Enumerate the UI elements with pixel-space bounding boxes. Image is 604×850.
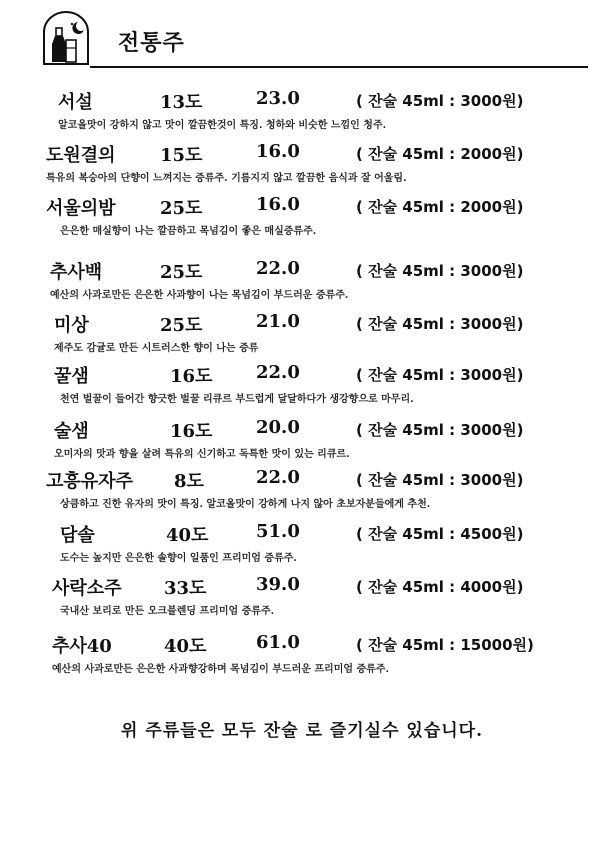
item-name: 미상 <box>54 315 89 336</box>
item-abv: 16도 <box>170 421 213 442</box>
item-glass-price: ( 잔술 45ml : 3000원) <box>356 471 524 489</box>
item-name: 고흥유자주 <box>46 471 133 492</box>
item-description: 상큼하고 진한 유자의 맛이 특징. 알코올맛이 강하게 나지 않아 초보자분들에게 추천. <box>60 499 431 510</box>
menu-item <box>0 258 604 314</box>
item-abv: 13도 <box>160 92 203 113</box>
footer-note: 위 주류들은 모두 잔술 로 즐기실수 있습니다. <box>120 721 484 741</box>
item-price: 51.0 <box>256 521 300 542</box>
item-name: 추사40 <box>52 636 112 657</box>
item-price: 39.0 <box>256 574 300 595</box>
item-glass-price: ( 잔술 45ml : 15000원) <box>356 636 534 654</box>
item-glass-price: ( 잔술 45ml : 2000원) <box>356 198 524 216</box>
item-abv: 33도 <box>164 578 207 599</box>
item-name: 서설 <box>58 92 93 113</box>
item-description: 오미자의 맛과 향을 살려 특유의 신기하고 독특한 맛이 있는 리큐르. <box>54 449 350 460</box>
item-glass-price: ( 잔술 45ml : 3000원) <box>356 366 524 384</box>
menu-item <box>0 88 604 144</box>
item-glass-price: ( 잔술 45ml : 3000원) <box>356 92 524 110</box>
item-price: 22.0 <box>256 362 300 383</box>
item-glass-price: ( 잔술 45ml : 2000원) <box>356 145 524 163</box>
item-description: 예산의 사과로만든 은은한 사과향이 나는 목넘김이 부드러운 증류주. <box>50 290 349 301</box>
item-description: 알코올맛이 강하지 않고 맛이 깔끔한것이 특징. 청하와 비슷한 느낌인 청주. <box>58 120 387 131</box>
item-description: 도수는 높지만 은은한 솔향이 일품인 프리미엄 증류주. <box>60 553 297 564</box>
item-description: 특유의 복숭아의 단향이 느껴지는 증류주. 기름지지 않고 깔끔한 음식과 잘 어울림. <box>46 173 407 184</box>
item-price: 16.0 <box>256 141 300 162</box>
menu-item <box>0 574 604 630</box>
item-abv: 40도 <box>166 525 209 546</box>
menu-item <box>0 521 604 577</box>
item-glass-price: ( 잔술 45ml : 3000원) <box>356 421 524 439</box>
item-name: 서울의밤 <box>46 198 116 219</box>
item-glass-price: ( 잔술 45ml : 3000원) <box>356 262 524 280</box>
menu-item <box>0 362 604 418</box>
item-price: 61.0 <box>256 632 300 653</box>
item-abv: 8도 <box>174 471 204 492</box>
item-name: 꿀샘 <box>54 366 89 387</box>
header-divider <box>90 66 588 68</box>
item-price: 22.0 <box>256 467 300 488</box>
item-price: 16.0 <box>256 194 300 215</box>
item-glass-price: ( 잔술 45ml : 4500원) <box>356 525 524 543</box>
item-glass-price: ( 잔술 45ml : 4000원) <box>356 578 524 596</box>
item-description: 국내산 보리로 만든 오크블렌딩 프리미엄 증류주. <box>60 606 275 617</box>
item-description: 은은한 매실향이 나는 깔끔하고 목넘김이 좋은 매실증류주. <box>60 226 317 237</box>
item-description: 예산의 사과로만든 은은한 사과향강하며 목넘김이 부드러운 프리미엄 증류주. <box>52 664 389 675</box>
item-abv: 16도 <box>170 366 213 387</box>
item-price: 22.0 <box>256 258 300 279</box>
menu-header <box>0 0 604 70</box>
item-price: 23.0 <box>256 88 300 109</box>
menu-item <box>0 632 604 688</box>
menu-item <box>0 417 604 473</box>
item-price: 21.0 <box>256 311 300 332</box>
item-name: 도원결의 <box>46 145 116 166</box>
menu-item <box>0 194 604 250</box>
item-abv: 25도 <box>160 262 203 283</box>
item-abv: 40도 <box>164 636 207 657</box>
item-glass-price: ( 잔술 45ml : 3000원) <box>356 315 524 333</box>
item-name: 담솔 <box>60 525 95 546</box>
item-abv: 15도 <box>160 145 203 166</box>
item-abv: 25도 <box>160 315 203 336</box>
item-name: 술샘 <box>54 421 89 442</box>
item-description: 천연 벌꿀이 들어간 향긋한 벌꿀 리큐르 부드럽게 달달하다가 생강향으로 마무리. <box>60 394 414 405</box>
menu-item <box>0 311 604 367</box>
page-title: 전통주 <box>118 30 185 56</box>
menu-item <box>0 467 604 523</box>
menu-item <box>0 141 604 197</box>
item-name: 추사백 <box>50 262 103 283</box>
bottle-moon-arch-icon <box>38 10 98 66</box>
item-abv: 25도 <box>160 198 203 219</box>
item-description: 제주도 감귤로 만든 시트러스한 향이 나는 증류 <box>54 343 259 354</box>
item-price: 20.0 <box>256 417 300 438</box>
item-name: 사락소주 <box>52 578 122 599</box>
